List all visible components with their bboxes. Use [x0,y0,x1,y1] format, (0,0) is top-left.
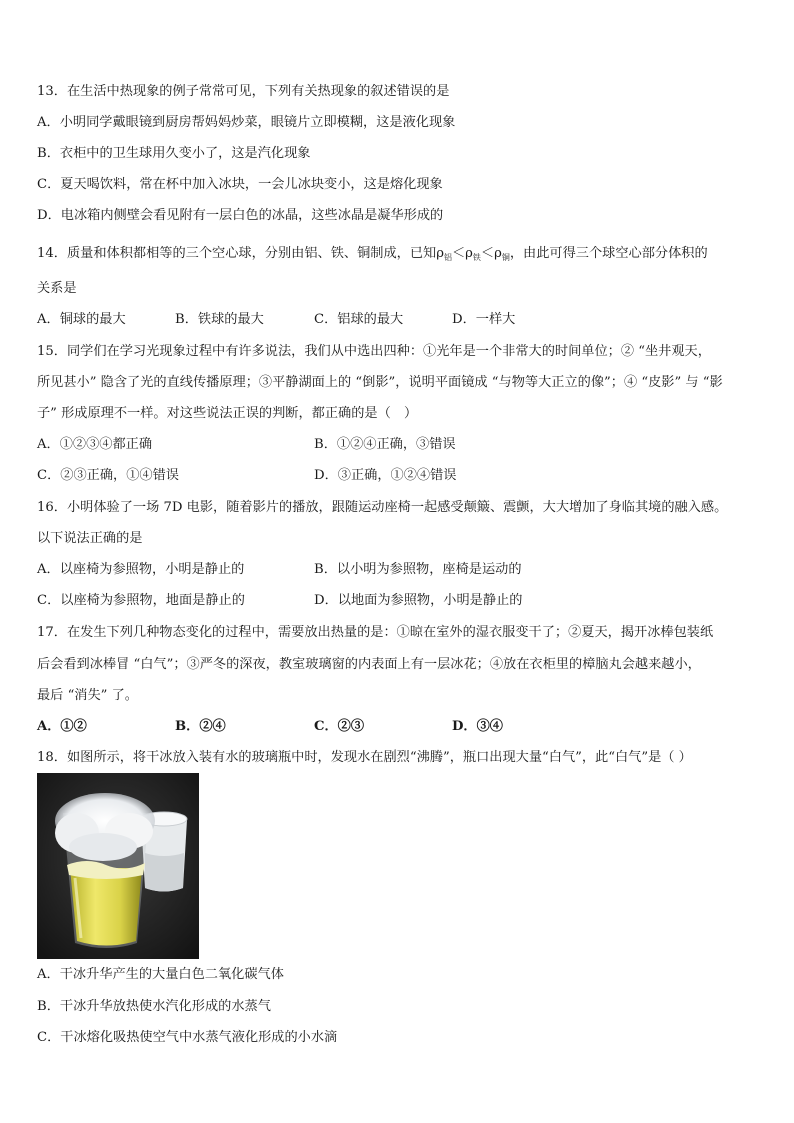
q18-option-b: B．干冰升华放热使水汽化形成的水蒸气 [37,999,271,1014]
q15-option-b: B．①②④正确，③错误 [314,437,456,452]
q13-option-c: C．夏天喝饮料，常在杯中加入冰块，一会儿冰块变小，这是熔化现象 [37,177,443,192]
q13-stem: 13．在生活中热现象的例子常常可见，下列有关热现象的叙述错误的是 [37,84,450,99]
q13-option-a: A．小明同学戴眼镜到厨房帮妈妈炒菜，眼镜片立即模糊，这是液化现象 [37,115,456,130]
q17-stem-line3: 最后 “消失” 了。 [37,688,138,703]
q16-stem-line1: 16．小明体验了一场 7D 电影，随着影片的播放，跟随运动座椅一起感受颠簸、震颤，大大增加了身临其境的融入感。 [37,500,728,515]
q15-option-c: C．②③正确，①④错误 [37,468,179,483]
q15-stem-line1: 15．同学们在学习光现象过程中有许多说法，我们从中选出四种：①光年是一个非常大的时间单位；② “坐井观天， [37,344,711,359]
q14-option-b: B．铁球的最大 [175,312,264,327]
q18-option-c: C．干冰熔化吸热使空气中水蒸气液化形成的小水滴 [37,1030,338,1045]
q16-option-b: B．以小明为参照物，座椅是运动的 [314,562,522,577]
q14-stem-cont: 关系是 [37,281,77,296]
q14-stem: 14．质量和体积都相等的三个空心球，分别由铝、铁、铜制成，已知$\rho_铝<\rho_铁<\rho_铜$，由此可得三个球空心部分体积的 [37,246,708,262]
q17-option-d: D．③④ [452,719,503,734]
q15-stem-line2: 所见甚小” 隐含了光的直线传播原理；③平静湖面上的 “倒影”，说明平面镜成 “与物等大正立的像”；④ “皮影” 与 “影 [37,375,723,390]
q18-stem: 18．如图所示，将干冰放入装有水的玻璃瓶中时，发现水在剧烈“沸腾”，瓶口出现大量“白气”，此“白气”是（ ） [37,750,692,765]
q17-stem-line2: 后会看到冰棒冒 “白气”；③严冬的深夜，教室玻璃窗的内表面上有一层冰花；④放在衣柜里的樟脑丸会越来越小， [37,657,701,672]
q15-stem-line3: 子” 形成原理不一样。对这些说法正误的判断，都正确的是（ ） [37,406,418,421]
q17-option-c: C．②③ [314,719,365,734]
q14-option-c: C．铝球的最大 [314,312,404,327]
q17-stem-line1: 17．在发生下列几种物态变化的过程中，需要放出热量的是：①晾在室外的湿衣服变干了；②夏天，揭开冰棒包装纸 [37,625,714,640]
q17-option-b: B．②④ [175,719,226,734]
q14-option-a: A．铜球的最大 [37,312,126,327]
q16-option-d: D．以地面为参照物，小明是静止的 [314,593,523,608]
dry-ice-glass-photo [37,773,199,959]
q16-option-a: A．以座椅为参照物，小明是静止的 [37,562,245,577]
q16-option-c: C．以座椅为参照物，地面是静止的 [37,593,245,608]
q18-option-a: A．干冰升华产生的大量白色二氧化碳气体 [37,967,284,982]
q15-option-d: D．③正确，①②④错误 [314,468,457,483]
q15-option-a: A．①②③④都正确 [37,437,153,452]
q16-stem-line2: 以下说法正确的是 [37,531,143,546]
q13-option-b: B．衣柜中的卫生球用久变小了，这是汽化现象 [37,146,311,161]
q14-option-d: D．一样大 [452,312,516,327]
q17-option-a: A．①② [37,719,87,734]
q13-option-d: D．电冰箱内侧壁会看见附有一层白色的冰晶，这些冰晶是凝华形成的 [37,208,444,223]
